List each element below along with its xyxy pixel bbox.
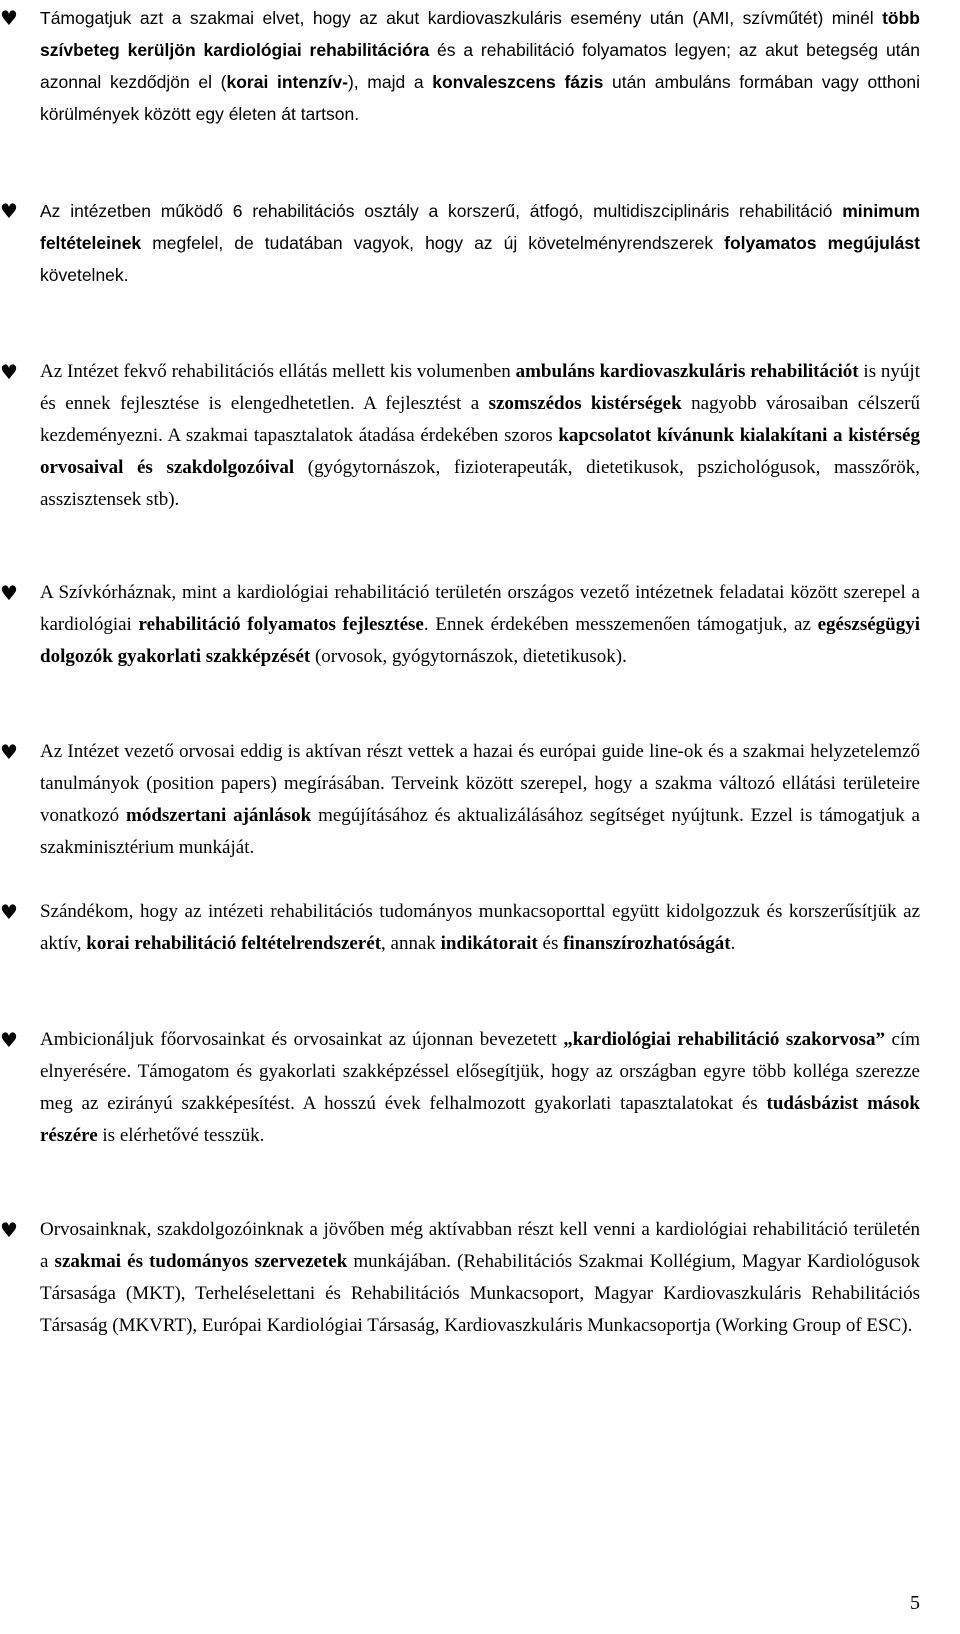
heart-bullet-icon: ♥ <box>0 740 18 764</box>
paragraph-text <box>40 577 920 673</box>
bold-text-run: szakmai és tudományos szervezetek <box>54 1251 348 1272</box>
text-run: után ambuláns formában vagy otthoni körülmények között egy életen át tartson. <box>40 72 920 124</box>
text-run: Támogatjuk azt a szakmai elvet, hogy az akut kardiovaszkuláris esemény után (AMI, szívműtét) minél <box>40 8 883 28</box>
text-run: ), majd a <box>347 72 433 92</box>
bold-text-run: indikátorait <box>440 933 538 954</box>
paragraph-text <box>40 195 920 291</box>
bold-text-run: korai intenzív- <box>226 72 348 92</box>
heart-bullet-icon: ♥ <box>0 1218 18 1242</box>
text-run: is nyújt és ennek fejlesztése is elengedhetetlen. A fejlesztést a <box>40 361 920 414</box>
text-run: Az Intézet fekvő rehabilitációs ellátás mellett kis volumenben <box>40 361 516 382</box>
paragraph-text <box>40 2 920 130</box>
paragraph-text <box>40 1024 920 1152</box>
text-run: megújításához és aktualizálásához segítséget nyújtunk. Ezzel is támogatjuk a szakminisztérium munkáját. <box>40 805 920 858</box>
bold-text-run: minimum feltételeinek <box>40 201 920 253</box>
bold-text-run: „kardiológiai rehabilitáció szakorvosa” <box>563 1029 886 1050</box>
bold-text-run: finanszírozhatóságát <box>563 933 731 954</box>
text-run: Szándékom, hogy az intézeti rehabilitációs tudományos munkacsoporttal együtt kidolgozzuk és korszerűsítjük az aktív, <box>40 901 920 954</box>
text-run: A Szívkórháznak, mint a kardiológiai rehabilitáció területén országos vezető intézetnek feladatai között szerepel a kardiológiai <box>40 582 920 635</box>
text-run: nagyobb városaiban célszerű kezdeményezni. A szakmai tapasztalatok átadása érdekében szoros <box>40 393 921 446</box>
paragraph-text <box>40 896 920 960</box>
text-run: megfelel, de tudatában vagyok, hogy az új követelményrendszerek <box>141 233 725 253</box>
bold-text-run: korai rehabilitáció feltételrendszerét <box>86 933 382 954</box>
text-run: . Ennek érdekében messzemenően támogatjuk, az <box>423 614 818 635</box>
page-number: 5 <box>910 1592 920 1614</box>
text-run: és <box>537 933 564 954</box>
paragraph-text <box>40 356 920 516</box>
text-run: Az intézetben működő 6 rehabilitációs osztály a korszerű, átfogó, multidiszciplináris rehabilitáció <box>40 201 843 221</box>
text-run: követelnek. <box>40 265 129 285</box>
text-run: (orvosok, gyógytornászok, dietetikusok). <box>310 646 627 667</box>
text-run: munkájában. (Rehabilitációs Szakmai Kollégium, Magyar Kardiológusok Társasága (MKT), Terheléselettani és Rehabilitációs Munkacsoport, Magyar Kardiovaszkuláris Rehabilitációs Társaság (MKVRT), Európai Kardiológiai Társaság, Kardiovaszkuláris Munkacsoportja (Working Group of ESC). <box>40 1251 920 1336</box>
bold-text-run: konvaleszcens fázis <box>432 72 604 92</box>
heart-bullet-icon: ♥ <box>0 6 18 30</box>
bold-text-run: szomszédos kistérségek <box>488 393 682 414</box>
bold-text-run: folyamatos megújulást <box>724 233 920 253</box>
text-run: . <box>730 933 736 954</box>
heart-bullet-icon: ♥ <box>0 199 18 223</box>
bold-text-run: egészségügyi dolgozók gyakorlati szakképzését <box>40 614 920 667</box>
text-run: Az Intézet vezető orvosai eddig is aktívan részt vettek a hazai és európai guide line-ok és a szakmai helyzetelemző tanulmányok (position papers) megírásában. Terveink között szerepel, hogy a szakma változó ellátási területeire vonatkozó <box>40 741 920 826</box>
bold-text-run: több szívbeteg kerüljön kardiológiai rehabilitációra <box>40 8 920 60</box>
text-run: , annak <box>381 933 441 954</box>
text-run: Ambicionáljuk főorvosainkat és orvosainkat az újonnan bevezetett <box>40 1029 564 1050</box>
text-run: (gyógytornászok, fizioterapeuták, dietetikusok, pszichológusok, masszőrök, asszisztensek stb). <box>40 457 920 510</box>
text-run: is elérhetővé tesszük. <box>97 1125 265 1146</box>
heart-bullet-icon: ♥ <box>0 581 18 605</box>
paragraph-text <box>40 1214 920 1342</box>
bold-text-run: módszertani ajánlások <box>126 805 312 826</box>
bold-text-run: tudásbázist mások részére <box>40 1093 920 1146</box>
text-run: és a rehabilitáció folyamatos legyen; az akut betegség után azonnal kezdődjön el ( <box>40 40 921 92</box>
bold-text-run: kapcsolatot kívánunk kialakítani a kistérség orvosaival és szakdolgozóival <box>40 425 920 478</box>
text-run: Orvosainknak, szakdolgozóinknak a jövőben még aktívabban részt kell venni a kardiológiai rehabilitáció területén a <box>40 1219 920 1272</box>
heart-bullet-icon: ♥ <box>0 900 18 924</box>
bold-text-run: ambuláns kardiovaszkuláris rehabilitációt <box>515 361 859 382</box>
heart-bullet-icon: ♥ <box>0 1028 18 1052</box>
text-run: cím elnyerésére. Támogatom és gyakorlati szakképzéssel elősegítjük, hogy az országban egyre több kolléga szerezze meg az ezirányú szakképesítést. A hosszú évek felhalmozott gyakorlati tapasztalatokat és <box>40 1029 921 1114</box>
bold-text-run: rehabilitáció folyamatos fejlesztése <box>138 614 424 635</box>
heart-bullet-icon: ♥ <box>0 360 18 384</box>
paragraph-text <box>40 736 920 864</box>
